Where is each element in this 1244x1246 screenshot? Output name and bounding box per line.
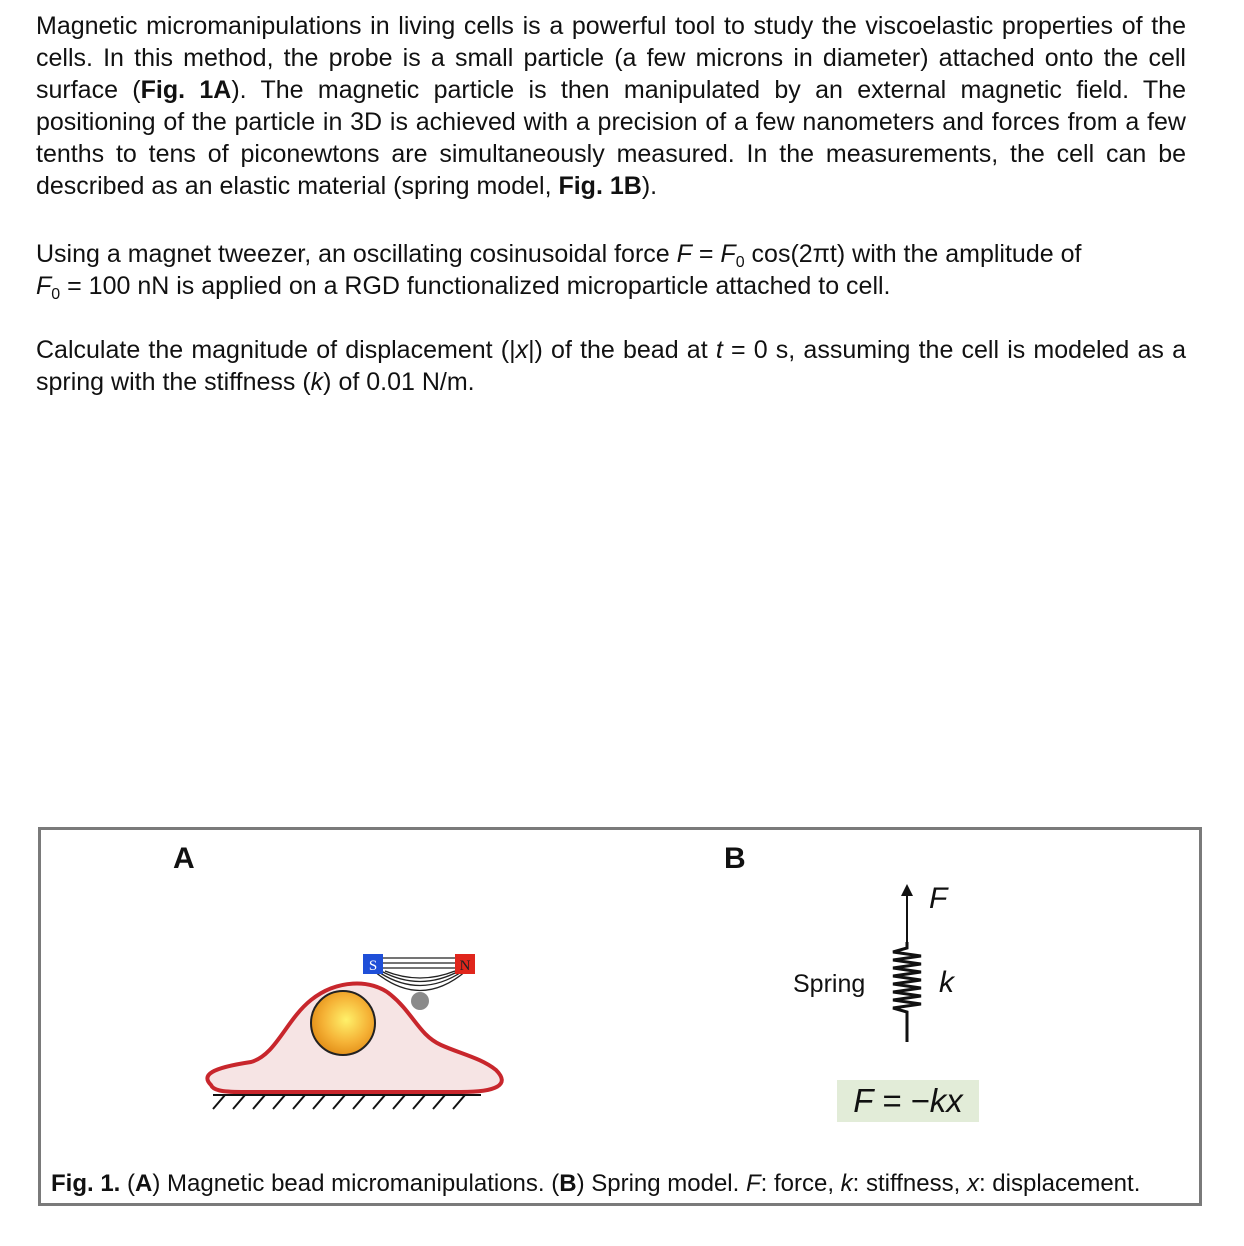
- force-text-1: Using a magnet tweezer, an oscillating cosinusoidal force: [36, 240, 677, 268]
- question-text-4: ) of 0.01 N/m.: [323, 368, 475, 396]
- panel-a-label: A: [173, 842, 195, 875]
- subscript-0b: 0: [51, 286, 61, 303]
- caption-fig-label: Fig. 1.: [51, 1170, 121, 1197]
- magnetic-bead: [411, 992, 429, 1010]
- cos-text: cos(2πt) with the amplitude of: [744, 240, 1082, 268]
- caption-k-text: : stiffness,: [852, 1170, 967, 1197]
- stiffness-label: k: [939, 966, 954, 999]
- magnet-n-label: N: [459, 958, 471, 974]
- caption-b: B: [559, 1170, 577, 1197]
- var-x: x: [515, 336, 529, 364]
- magnet-s-label: S: [368, 958, 378, 974]
- force-paragraph: [36, 238, 1186, 302]
- caption-k: k: [840, 1170, 853, 1197]
- var-F0: F: [720, 240, 736, 268]
- var-F: F: [676, 240, 692, 268]
- var-k: k: [310, 368, 324, 396]
- hooke-formula: F = −kx: [837, 1080, 979, 1122]
- caption-b-text: ) Spring model.: [576, 1170, 746, 1197]
- caption-open: (: [120, 1170, 136, 1197]
- var-F0-amplitude: F: [36, 272, 52, 300]
- field-lines: [374, 958, 466, 991]
- force-text-2: = 100 nN is applied on a RGD functionalized microparticle attached to cell.: [60, 272, 891, 300]
- question-text-1: Calculate the magnitude of displacement (|: [36, 336, 516, 364]
- nucleus: [311, 991, 375, 1055]
- spring-label: Spring: [793, 970, 866, 998]
- fig-ref-1b: Fig. 1B: [558, 172, 642, 200]
- spring-icon: [893, 942, 921, 1042]
- caption-a: A: [135, 1170, 153, 1197]
- equals: =: [691, 240, 721, 268]
- ground-hatch: [213, 1095, 481, 1109]
- intro-text-2: ). The magnetic particle is then manipulated by an external magnetic field. The positioning of the particle in 3D is achieved with a precision of a few nanometers and forces from a few tenths to tens of piconewtons are simultaneously measured. In the measurements, the cell can be described as an elastic material (spring model,: [36, 76, 1186, 200]
- caption-f-text: : force,: [760, 1170, 841, 1197]
- intro-paragraph: [36, 10, 1186, 202]
- subscript-0: 0: [735, 254, 745, 271]
- caption-a-text: ) Magnetic bead micromanipulations. (: [152, 1170, 560, 1197]
- question-text-2: |) of the bead at: [528, 336, 716, 364]
- panel-b-label: B: [724, 842, 746, 875]
- figure-caption: [51, 1170, 1140, 1198]
- force-arrowhead: [901, 884, 913, 896]
- caption-F: F: [745, 1170, 761, 1197]
- intro-text-1: Magnetic micromanipulations in living cells is a powerful tool to study the viscoelastic properties of the cells. In this method, the probe is a small particle (a few microns in diameter) attached onto the cell surface (: [36, 12, 1186, 104]
- question-paragraph: [36, 334, 1186, 398]
- caption-x-text: : displacement.: [978, 1170, 1141, 1197]
- var-t: t: [715, 336, 723, 364]
- caption-x: x: [966, 1170, 979, 1197]
- question-text-3: = 0 s, assuming the cell is modeled as a spring with the stiffness (: [36, 336, 1186, 396]
- fig-ref-1a: Fig. 1A: [140, 76, 232, 104]
- figure-art: [41, 830, 1199, 1203]
- force-label: F: [929, 882, 948, 915]
- figure-1: [38, 827, 1202, 1206]
- intro-text-3: ).: [641, 172, 658, 200]
